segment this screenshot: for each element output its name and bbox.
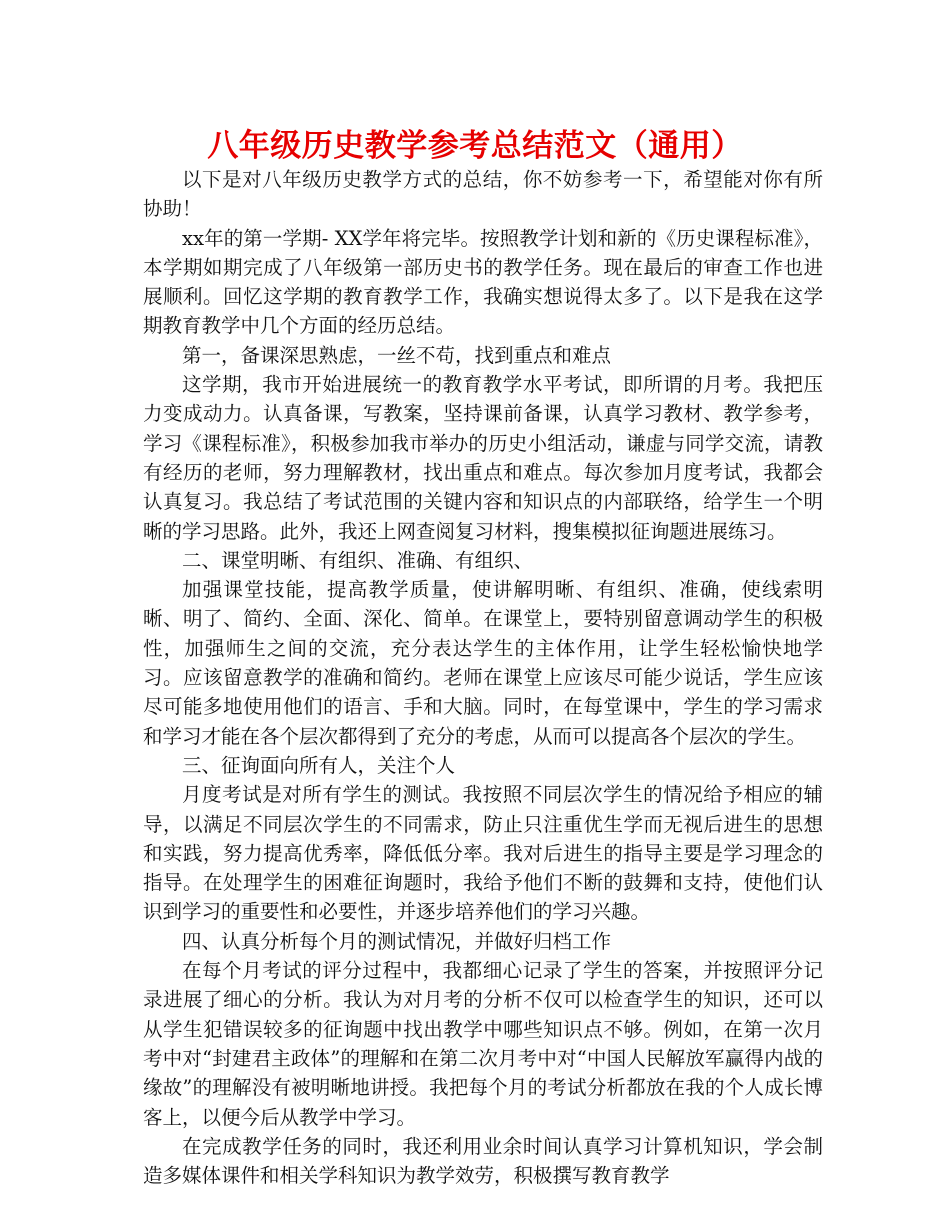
- section-heading-4: 四、认真分析每个月的测试情况，并做好归档工作: [182, 929, 612, 953]
- document-body: [143, 165, 823, 1190]
- paragraph-overview: xx年的第一学期- XX学年将完毕。按照教学计划和新的《历史课程标准》，本学期如期完成了八年级第一部历史书的教学任务。现在最后的审查工作也进展顺利。回忆这学期的教育教学工作，我确实想说得太多了。以下是我在这学期教育教学中几个方面的经历总结。: [143, 226, 823, 338]
- section-heading-1: 第一，备课深思熟虑，一丝不苟，找到重点和难点: [182, 343, 612, 367]
- paragraph-section-1: 这学期，我市开始进展统一的教育教学水平考试，即所谓的月考。我把压力变成动力。认真备课，写教案，坚持课前备课，认真学习教材、教学参考，学习《课程标准》，积极参加我市举办的历史小组活动，谦虚与同学交流，请教有经历的老师，努力理解教材，找出重点和难点。每次参加月度考试，我都会认真复习。我总结了考试范围的关键内容和知识点的内部联络，给学生一个明晰的学习思路。此外，我还上网查阅复习材料，搜集模拟征询题进展练习。: [143, 373, 823, 543]
- document-title: 八年级历史教学参考总结范文（通用）: [207, 128, 743, 164]
- section-heading-2: 二、课堂明晰、有组织、准确、有组织、: [182, 548, 534, 572]
- paragraph-intro: 以下是对八年级历史教学方式的总结，你不妨参考一下，希望能对你有所协助！: [143, 168, 823, 221]
- paragraph-closing: 在完成教学任务的同时，我还利用业余时间认真学习计算机知识，学会制造多媒体课件和相关学科知识为教学效劳，积极撰写教育教学: [143, 1134, 823, 1188]
- paragraph-section-3: 月度考试是对所有学生的测试。我按照不同层次学生的情况给予相应的辅导，以满足不同层次学生的不同需求，防止只注重优生学而无视后进生的思想和实践，努力提高优秀率，降低低分率。我对后进生的指导主要是学习理念的指导。在处理学生的困难征询题时，我给予他们不断的鼓舞和支持，使他们认识到学习的重要性和必要性，并逐步培养他们的学习兴趣。: [143, 783, 823, 924]
- paragraph-section-4: 在每个月考试的评分过程中，我都细心记录了学生的答案，并按照评分记录进展了细心的分析。我认为对月考的分析不仅可以检查学生的知识，还可以从学生犯错误较多的征询题中找出教学中哪些知识点不够。例如，在第一次月考中对“封建君主政体”的理解和在第二次月考中对“中国人民解放军赢得内战的缘故”的理解没有被明晰地讲授。我把每个月的考试分析都放在我的个人成长博客上，以便今后从教学中学习。: [143, 959, 823, 1129]
- section-heading-3: 三、征询面向所有人，关注个人: [182, 753, 456, 777]
- paragraph-section-2: 加强课堂技能，提高教学质量，使讲解明晰、有组织、准确，使线索明晰、明了、简约、全面、深化、简单。在课堂上，要特别留意调动学生的积极性，加强师生之间的交流，充分表达学生的主体作用，让学生轻松愉快地学习。应该留意教学的准确和简约。老师在课堂上应该尽可能少说话，学生应该尽可能多地使用他们的语言、手和大脑。同时，在每堂课中，学生的学习需求和学习才能在各个层次都得到了充分的考虑，从而可以提高各个层次的学生。: [143, 578, 823, 748]
